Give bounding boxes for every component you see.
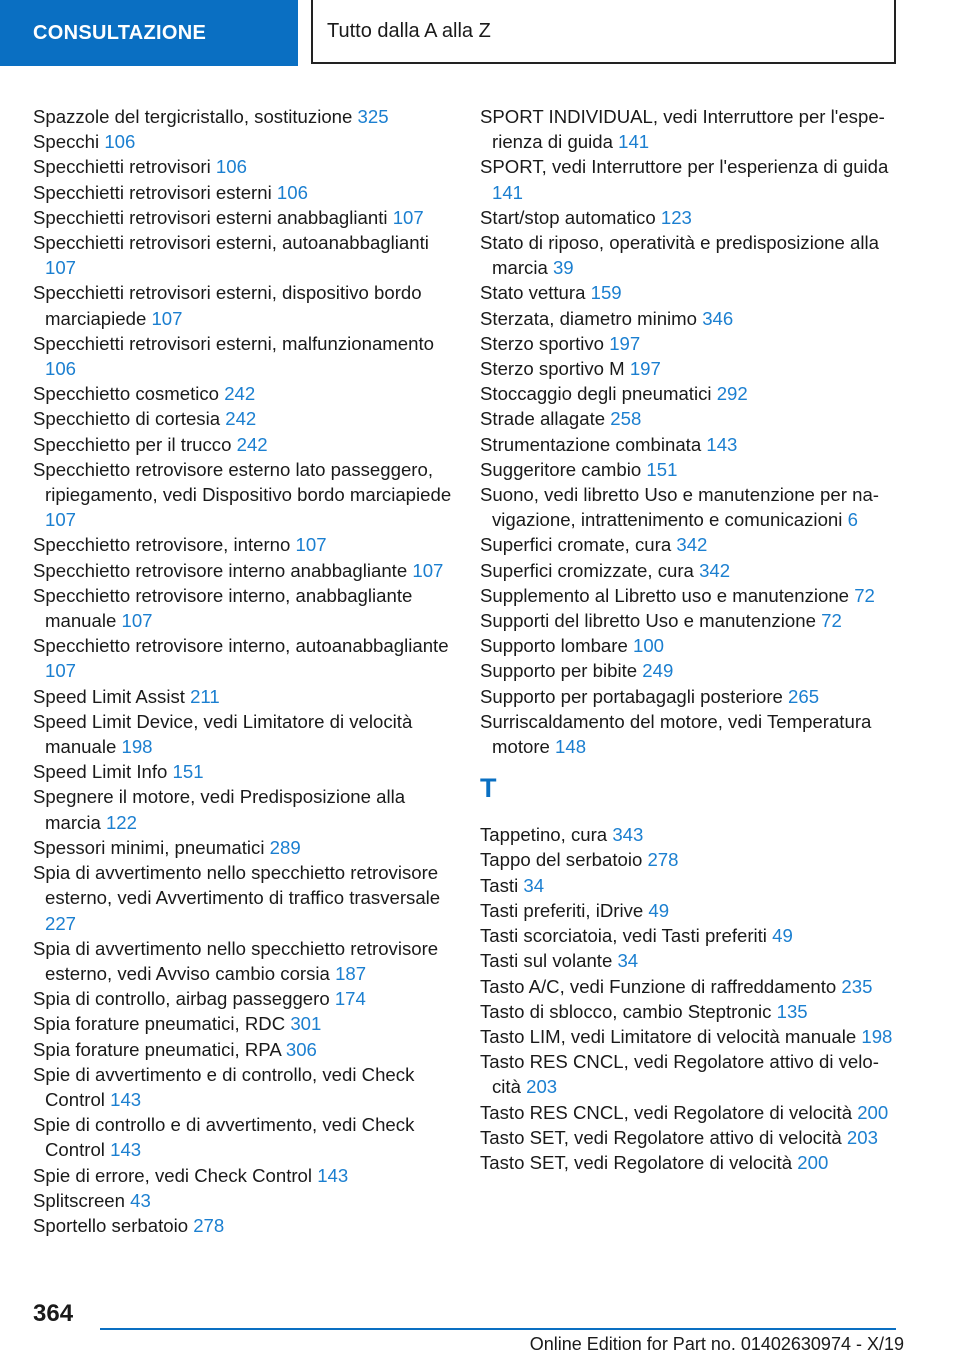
index-entry — [480, 532, 900, 557]
entry-text: Tappetino, cura — [480, 824, 608, 846]
index-entry — [480, 1100, 900, 1125]
index-entry — [33, 759, 463, 784]
page-link[interactable]: 72 — [854, 584, 875, 606]
index-entry — [480, 306, 900, 331]
page-link[interactable]: 301 — [290, 1013, 322, 1035]
index-entry — [480, 331, 900, 356]
page-link[interactable]: 107 — [121, 610, 153, 632]
entry-text: Specchietti retrovisori esterni, autoanabbaglianti — [33, 232, 429, 254]
index-entry — [480, 1125, 900, 1150]
entry-text: Supplemento al Libretto uso e manutenzione — [480, 584, 850, 606]
page-link[interactable]: 143 — [110, 1139, 142, 1161]
page-link[interactable]: 278 — [647, 849, 679, 871]
index-entry — [33, 684, 463, 709]
page-link[interactable]: 242 — [224, 383, 256, 405]
index-entry — [480, 898, 900, 923]
index-entry — [33, 784, 463, 834]
entry-text: Specchietto per il trucco — [33, 433, 232, 455]
entry-text: Tasto RES CNCL, vedi Regolatore di velocità — [480, 1101, 853, 1123]
page-link[interactable]: 141 — [618, 131, 650, 153]
index-entry — [33, 860, 463, 936]
index-entry — [480, 948, 900, 973]
entry-text: Sterzo sportivo M — [480, 358, 625, 380]
page-link[interactable]: 107 — [295, 534, 327, 556]
index-column-left — [33, 104, 463, 1238]
entry-text: Tasti — [480, 874, 519, 896]
entry-text: Specchietto retrovisore esterno lato passeggero, ripiegamento, vedi Dispositivo bordo marciapiede — [33, 458, 452, 506]
entry-text: Suggeritore cambio — [480, 458, 642, 480]
page-link[interactable]: 143 — [110, 1088, 142, 1110]
page-link[interactable]: 100 — [632, 635, 665, 657]
page-link[interactable]: 187 — [335, 962, 367, 984]
index-entry — [480, 406, 900, 431]
index-entry — [480, 974, 900, 999]
entry-text: Tasto SET, vedi Regolatore attivo di velocità — [480, 1126, 842, 1148]
index-entry — [480, 205, 900, 230]
page-link[interactable]: 198 — [121, 736, 153, 758]
index-entry — [33, 986, 463, 1011]
entry-text: Specchietti retrovisori esterni anabbaglianti — [33, 206, 388, 228]
entry-text: Sterzata, diametro minimo — [480, 307, 698, 329]
page-link[interactable]: 151 — [172, 761, 204, 783]
entry-text: Tasto LIM, vedi Limitatore di velocità manuale — [480, 1025, 857, 1047]
page-link[interactable]: 227 — [45, 912, 77, 934]
entry-text: Specchietto retrovisore interno, autoanabbagliante — [33, 635, 449, 657]
page-link[interactable]: 292 — [716, 383, 748, 405]
index-entry — [480, 457, 900, 482]
entry-text: Spia di avvertimento nello specchietto retrovisore esterno, vedi Avvertimento di traffico trasversale — [33, 862, 441, 909]
page-link[interactable]: 39 — [552, 257, 574, 279]
entry-text: Superfici cromate, cura — [480, 534, 672, 556]
page-link[interactable]: 107 — [45, 660, 77, 682]
index-entry — [480, 154, 900, 204]
entry-text: Spia forature pneumatici, RDC — [33, 1013, 286, 1035]
page-link[interactable]: 106 — [104, 131, 136, 153]
entry-text: Strumentazione combinata — [480, 433, 702, 455]
index-group-s — [480, 104, 900, 759]
entry-text: Tasto A/C, vedi Funzione di raffreddamento — [480, 975, 837, 997]
page-link[interactable]: 265 — [788, 685, 820, 707]
page-link[interactable]: 197 — [629, 358, 661, 380]
index-entry — [480, 822, 900, 847]
entry-text: Spia di avvertimento nello specchietto retrovisore esterno, vedi Avviso cambio corsia — [33, 937, 439, 984]
index-entry — [33, 1062, 463, 1112]
index-entry — [33, 558, 463, 583]
section-label: CONSULTAZIONE — [33, 21, 207, 44]
index-entry — [480, 104, 900, 154]
entry-text: Start/stop automatico — [480, 206, 656, 228]
entry-text: Specchietto retrovisore interno anabbagliante — [33, 559, 408, 581]
footer-divider — [100, 1328, 896, 1330]
page-link[interactable]: 148 — [555, 736, 587, 758]
entry-text: Specchietti retrovisori — [33, 156, 211, 178]
entry-text: Supporto lombare — [480, 635, 628, 657]
page-link[interactable]: 106 — [215, 156, 247, 178]
index-entry — [33, 709, 463, 759]
page-link[interactable]: 6 — [847, 509, 858, 531]
entry-text: Spazzole del tergicristallo, sostituzione — [33, 106, 353, 127]
entry-text: SPORT, vedi Interruttore per l'esperienza di guida — [480, 156, 889, 178]
page-link[interactable]: 72 — [821, 610, 842, 632]
page-link[interactable]: 289 — [269, 836, 301, 858]
entry-text: Tappo del serbatoio — [480, 849, 643, 871]
index-entry — [480, 658, 900, 683]
page-link[interactable]: 346 — [702, 307, 734, 329]
page-link[interactable]: 342 — [676, 534, 708, 556]
page-link[interactable]: 159 — [590, 282, 622, 304]
index-column-right — [480, 104, 900, 1175]
index-entry — [33, 457, 463, 533]
page-link[interactable]: 141 — [492, 181, 524, 203]
entry-text: Speed Limit Device, vedi Limitatore di velocità manuale — [33, 710, 413, 758]
page-link[interactable]: 203 — [526, 1076, 558, 1098]
index-entry — [480, 1049, 900, 1099]
page-link[interactable]: 34 — [617, 950, 639, 972]
page-link[interactable]: 211 — [190, 685, 220, 707]
index-entry — [33, 1188, 463, 1213]
index-entry — [33, 1163, 463, 1188]
page-link[interactable]: 249 — [642, 660, 674, 682]
page-link[interactable]: 34 — [523, 874, 545, 896]
entry-text: Stato di riposo, operatività e predisposizione alla marcia — [480, 232, 879, 279]
index-entry — [480, 356, 900, 381]
entry-text: Tasto SET, vedi Regolatore di velocità — [480, 1151, 793, 1173]
index-entry — [33, 432, 463, 457]
index-group-t — [480, 822, 900, 1175]
index-entry — [33, 633, 463, 683]
entry-text: Speed Limit Info — [33, 761, 168, 783]
entry-text: Specchietto retrovisore, interno — [33, 534, 291, 556]
index-entry — [33, 280, 463, 330]
entry-text: Sterzo sportivo — [480, 332, 605, 354]
entry-text: Surriscaldamento del motore, vedi Temperatura motore — [480, 710, 872, 758]
page-link[interactable]: 107 — [392, 206, 424, 228]
entry-text: Tasti scorciatoia, vedi Tasti preferiti — [480, 925, 767, 947]
entry-text: Stato vettura — [480, 282, 586, 304]
entry-text: Specchietto retrovisore interno, anabbagliante manuale — [33, 584, 413, 632]
entry-text: Supporto per bibite — [480, 660, 638, 682]
page-link[interactable]: 242 — [236, 433, 268, 455]
index-entry — [33, 583, 463, 633]
entry-text: Tasti sul volante — [480, 950, 613, 972]
entry-text: Spia di controllo, airbag passeggero — [33, 988, 330, 1010]
entry-text: Specchietto cosmetico — [33, 383, 220, 405]
page-link[interactable]: 107 — [45, 257, 77, 279]
section-tab — [0, 0, 298, 66]
page-link[interactable]: 107 — [45, 509, 77, 531]
index-entry — [33, 1011, 463, 1036]
entry-text: Spie di errore, vedi Check Control — [33, 1164, 313, 1186]
entry-text: Spia forature pneumatici, RPA — [33, 1038, 281, 1060]
page-link[interactable]: 235 — [841, 975, 873, 997]
index-entry — [480, 482, 900, 532]
page-link[interactable]: 106 — [45, 358, 77, 380]
index-entry — [480, 873, 900, 898]
entry-text: Tasti preferiti, iDrive — [480, 899, 644, 921]
page-link[interactable]: 43 — [130, 1189, 151, 1211]
entry-text: Splitscreen — [33, 1189, 125, 1211]
entry-text: Specchietto di cortesia — [33, 408, 221, 430]
page-link[interactable]: 122 — [105, 811, 137, 833]
entry-text: Suono, vedi libretto Uso e manutenzione per navigazione, intrattenimento e comunicazioni — [480, 484, 879, 531]
page-link[interactable]: 278 — [193, 1214, 225, 1236]
index-entry — [480, 432, 900, 457]
index-entry — [480, 1024, 900, 1049]
index-entry — [33, 1112, 463, 1162]
index-entry — [33, 129, 463, 154]
index-entry — [480, 923, 900, 948]
index-entry — [480, 230, 900, 280]
page-link[interactable]: 107 — [412, 559, 444, 581]
page-link[interactable]: 197 — [609, 332, 641, 354]
entry-text: Speed Limit Assist — [33, 685, 185, 707]
index-entry — [33, 331, 463, 381]
entry-text: Sportello serbatoio — [33, 1214, 189, 1236]
page-number: 364 — [33, 1300, 74, 1327]
page-link[interactable]: 258 — [610, 408, 642, 430]
section-letter: T — [480, 773, 497, 804]
page-link[interactable]: 49 — [648, 899, 670, 921]
entry-text: Specchietti retrovisori esterni, dispositivo bordo marciapiede — [33, 282, 422, 329]
index-entry — [33, 180, 463, 205]
index-entry — [33, 381, 463, 406]
page-link[interactable]: 143 — [317, 1164, 349, 1186]
chapter-title: Tutto dalla A alla Z — [327, 19, 491, 42]
page-link[interactable]: 123 — [660, 206, 692, 228]
page-link[interactable]: 135 — [776, 1000, 808, 1022]
entry-text: Stoccaggio degli pneumatici — [480, 383, 712, 405]
page-link[interactable]: 198 — [861, 1025, 893, 1047]
index-entry — [480, 608, 900, 633]
page-link[interactable]: 306 — [285, 1038, 317, 1060]
page-link[interactable]: 343 — [612, 824, 644, 846]
entry-text: Strade allagate — [480, 408, 606, 430]
page-link[interactable]: 200 — [797, 1151, 829, 1173]
page-link[interactable]: 342 — [699, 559, 731, 581]
footer-edition: Online Edition for Part no. 01402630974 - X/19 — [529, 1334, 904, 1354]
page-link[interactable]: 200 — [857, 1101, 889, 1123]
page-link[interactable]: 106 — [276, 181, 308, 203]
page-link[interactable]: 325 — [357, 106, 389, 127]
index-entry — [33, 104, 463, 129]
index-entry — [480, 684, 900, 709]
index-entry — [480, 381, 900, 406]
index-entry — [480, 1150, 900, 1175]
entry-text: SPORT INDIVIDUAL, vedi Interruttore per l'esperienza di guida — [480, 106, 885, 153]
index-entry — [480, 633, 900, 658]
page-link[interactable]: 143 — [706, 433, 738, 455]
index-entry — [33, 1037, 463, 1062]
index-entry — [33, 532, 463, 557]
entry-text: Specchietti retrovisori esterni — [33, 181, 272, 203]
page-link[interactable]: 151 — [646, 458, 678, 480]
index-entry — [480, 709, 900, 759]
index-entry — [33, 230, 463, 280]
entry-text: Superfici cromizzate, cura — [480, 559, 694, 581]
index-entry — [480, 280, 900, 305]
page-link[interactable]: 174 — [334, 988, 366, 1010]
entry-text: Specchi — [33, 131, 100, 153]
entry-text: Tasto RES CNCL, vedi Regolatore attivo di velocità — [480, 1051, 879, 1098]
index-entry — [33, 406, 463, 431]
entry-text: Spessori minimi, pneumatici — [33, 836, 265, 858]
page-link[interactable]: 49 — [772, 925, 793, 947]
page-link[interactable]: 203 — [846, 1126, 878, 1148]
index-entry — [33, 154, 463, 179]
index-entry — [33, 205, 463, 230]
index-entry — [33, 936, 463, 986]
entry-text: Spegnere il motore, vedi Predisposizione alla marcia — [33, 786, 406, 833]
index-entry — [480, 583, 900, 608]
page-link[interactable]: 242 — [225, 408, 257, 430]
index-entry — [480, 558, 900, 583]
entry-text: Supporti del libretto Uso e manutenzione — [480, 610, 816, 632]
page-link[interactable]: 107 — [151, 307, 183, 329]
entry-text: Supporto per portabagagli posteriore — [480, 685, 783, 707]
index-entry — [33, 1213, 463, 1238]
index-entry — [33, 835, 463, 860]
entry-text: Specchietti retrovisori esterni, malfunzionamento — [33, 332, 434, 354]
entry-text: Spie di avvertimento e di controllo, vedi Check Control — [33, 1063, 415, 1110]
index-entry — [480, 999, 900, 1024]
index-entry — [480, 847, 900, 872]
chapter-header — [311, 0, 896, 64]
entry-text: Tasto di sblocco, cambio Steptronic — [480, 1000, 772, 1022]
entry-text: Spie di controllo e di avvertimento, vedi Check Control — [33, 1114, 415, 1161]
